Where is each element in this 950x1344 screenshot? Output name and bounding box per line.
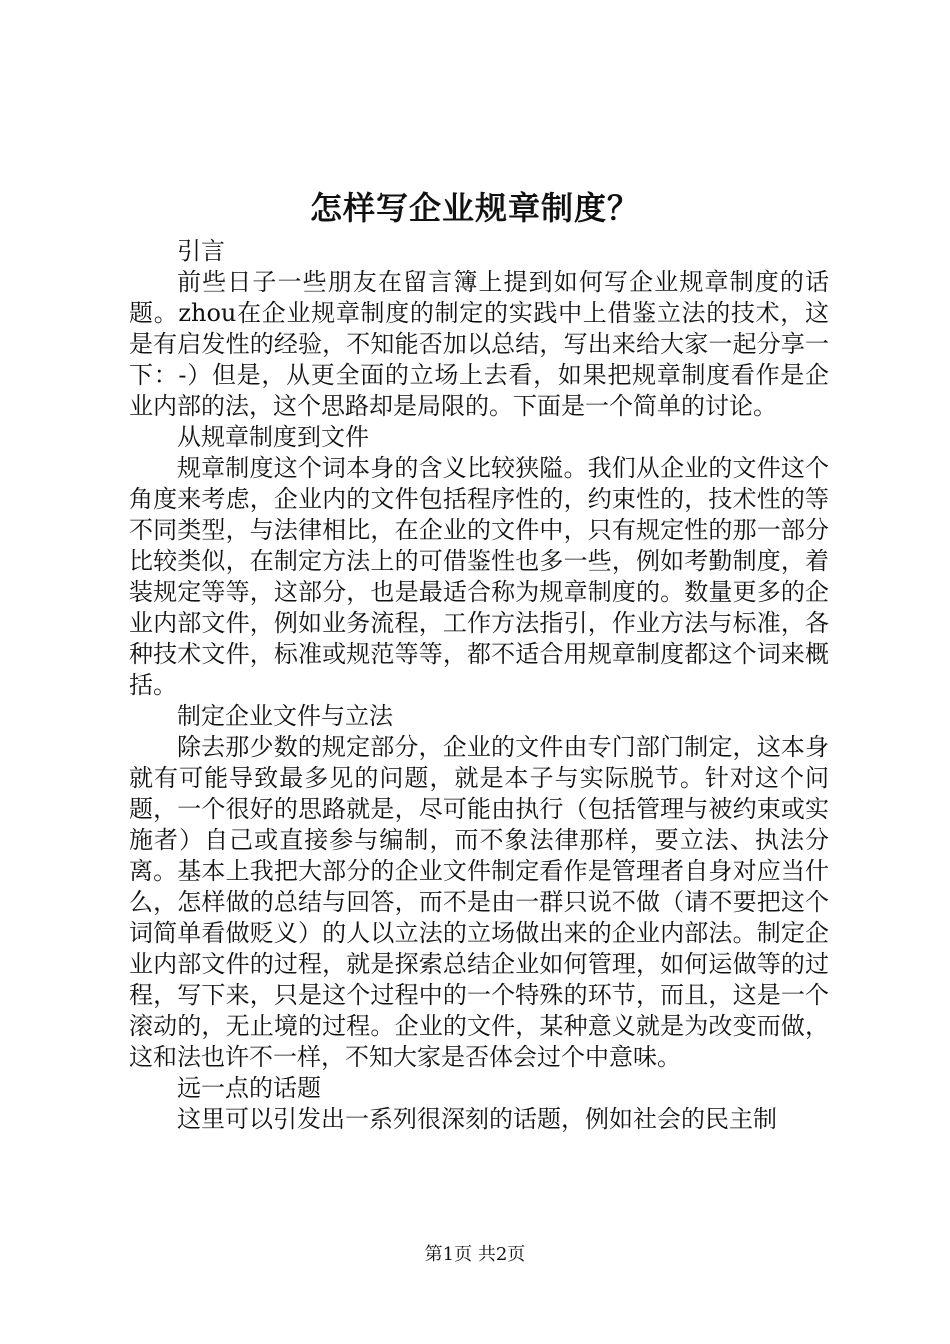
section-paragraph-documents-and-legislation: 除去那少数的规定部分，企业的文件由专门部门制定，这本身就有可能导致最多见的问题，就是本子与实际脱节。针对这个问题，一个很好的思路就是，尽可能由执行（包括管理与被约束或实施者）自己或直接参与编制，而不象法律那样，要立法、执法分离。基本上我把大部分的企业文件制定看作是管理者自身对应当什么，怎样做的总结与回答，而不是由一群只说不做（请不要把这个词简单看做贬义）的人以立法的立场做出来的企业内部法。制定企业内部文件的过程，就是探索总结企业如何管理，如何运做等的过程，写下来，只是这个过程中的一个特殊的环节，而且，这是一个滚动的，无止境的过程。企业的文件，某种意义就是为改变而做，这和法也许不一样，不知大家是否体会过个中意味。	[129, 733, 829, 1071]
document-body	[129, 236, 829, 1135]
page-number-footer: 第1页 共2页	[424, 1244, 526, 1265]
document-title: 怎样写企业规章制度？	[309, 189, 640, 227]
section-heading-intro: 引言	[177, 237, 225, 265]
section-heading-from-rules-to-documents: 从规章制度到文件	[177, 423, 369, 451]
section-heading-documents-and-legislation: 制定企业文件与立法	[177, 702, 393, 730]
section-heading-further-topics: 远一点的话题	[177, 1074, 321, 1102]
section-paragraph-further-topics: 这里可以引发出一系列很深刻的话题，例如社会的民主制	[177, 1105, 777, 1133]
section-paragraph-from-rules-to-documents: 规章制度这个词本身的含义比较狭隘。我们从企业的文件这个角度来考虑，企业内的文件包括程序性的，约束性的，技术性的等不同类型，与法律相比，在企业的文件中，只有规定性的那一部分比较类似，在制定方法上的可借鉴性也多一些，例如考勤制度，着装规定等等，这部分，也是最适合称为规章制度的。数量更多的企业内部文件，例如业务流程，工作方法指引，作业方法与标准，各种技术文件，标准或规范等等，都不适合用规章制度都这个词来概括。	[129, 454, 829, 699]
section-paragraph-intro: 前些日子一些朋友在留言簿上提到如何写企业规章制度的话题。zhou在企业规章制度的制定的实践中上借鉴立法的技术，这是有启发性的经验，不知能否加以总结，写出来给大家一起分享一下：-）但是，从更全面的立场上去看，如果把规章制度看作是企业内部的法，这个思路却是局限的。下面是一个简单的讨论。	[129, 268, 829, 420]
